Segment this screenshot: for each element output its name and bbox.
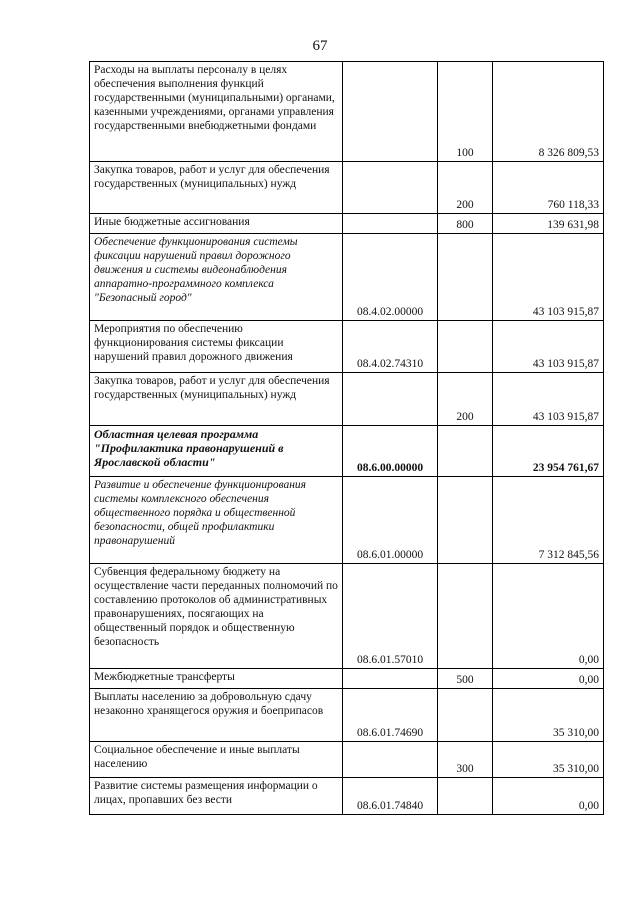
row-type: 500 [438,669,493,689]
row-code [343,373,438,426]
row-name: Расходы на выплаты персоналу в целях обеспечения выполнения функций государственными (муниципальными) органами, казенными учреждениями, органами управления государственными внебюджетными фондами [90,62,343,162]
row-sum: 0,00 [493,564,604,669]
table-row [90,742,604,778]
row-code: 08.6.01.00000 [343,477,438,564]
row-code: 08.4.02.74310 [343,321,438,373]
row-type: 800 [438,214,493,234]
row-name: Иные бюджетные ассигнования [90,214,343,234]
row-type [438,564,493,669]
row-type: 200 [438,162,493,214]
table-row [90,477,604,564]
row-type: 200 [438,373,493,426]
row-sum: 43 103 915,87 [493,234,604,321]
row-sum: 7 312 845,56 [493,477,604,564]
row-code: 08.6.01.74840 [343,778,438,815]
row-sum: 760 118,33 [493,162,604,214]
table-row [90,689,604,742]
row-type [438,426,493,477]
row-type [438,477,493,564]
row-code: 08.6.00.00000 [343,426,438,477]
row-name: Обеспечение функционирования системы фиксации нарушений правил дорожного движения и системы видеонаблюдения аппаратно-программного комплекса "Безопасный город" [90,234,343,321]
row-code: 08.6.01.57010 [343,564,438,669]
row-sum: 0,00 [493,778,604,815]
row-name: Субвенция федеральному бюджету на осуществление части переданных полномочий по составлению протоколов об административных правонарушениях, посягающих на общественный порядок и общественную безопасность [90,564,343,669]
table-row [90,426,604,477]
row-code [343,669,438,689]
table-row [90,214,604,234]
row-sum: 43 103 915,87 [493,321,604,373]
row-sum: 35 310,00 [493,689,604,742]
row-sum: 139 631,98 [493,214,604,234]
row-name: Развитие системы размещения информации о лицах, пропавших без вести [90,778,343,815]
row-name: Закупка товаров, работ и услуг для обеспечения государственных (муниципальных) нужд [90,162,343,214]
row-name: Областная целевая программа "Профилактика правонарушений в Ярославской области" [90,426,343,477]
row-code [343,162,438,214]
row-type [438,321,493,373]
row-type [438,234,493,321]
row-code: 08.6.01.74690 [343,689,438,742]
row-type: 100 [438,62,493,162]
table-row [90,778,604,815]
row-type [438,689,493,742]
row-type [438,778,493,815]
row-name: Социальное обеспечение и иные выплаты населению [90,742,343,778]
row-type: 300 [438,742,493,778]
table-row [90,669,604,689]
row-name: Развитие и обеспечение функционирования системы комплексного обеспечения общественного порядка и общественной безопасности, общей профилактики правонарушений [90,477,343,564]
table-row [90,162,604,214]
row-name: Межбюджетные трансферты [90,669,343,689]
row-code [343,742,438,778]
row-sum: 43 103 915,87 [493,373,604,426]
row-sum: 35 310,00 [493,742,604,778]
row-code [343,62,438,162]
row-sum: 8 326 809,53 [493,62,604,162]
budget-table [89,61,604,815]
row-name: Мероприятия по обеспечению функционирования системы фиксации нарушений правил дорожного движения [90,321,343,373]
page-number: 67 [312,38,328,54]
row-sum: 23 954 761,67 [493,426,604,477]
row-code: 08.4.02.00000 [343,234,438,321]
row-name: Выплаты населению за добровольную сдачу незаконно хранящегося оружия и боеприпасов [90,689,343,742]
table-row [90,564,604,669]
row-sum: 0,00 [493,669,604,689]
table-row [90,321,604,373]
table-row [90,234,604,321]
row-name: Закупка товаров, работ и услуг для обеспечения государственных (муниципальных) нужд [90,373,343,426]
table-row [90,373,604,426]
row-code [343,214,438,234]
table-row [90,62,604,162]
